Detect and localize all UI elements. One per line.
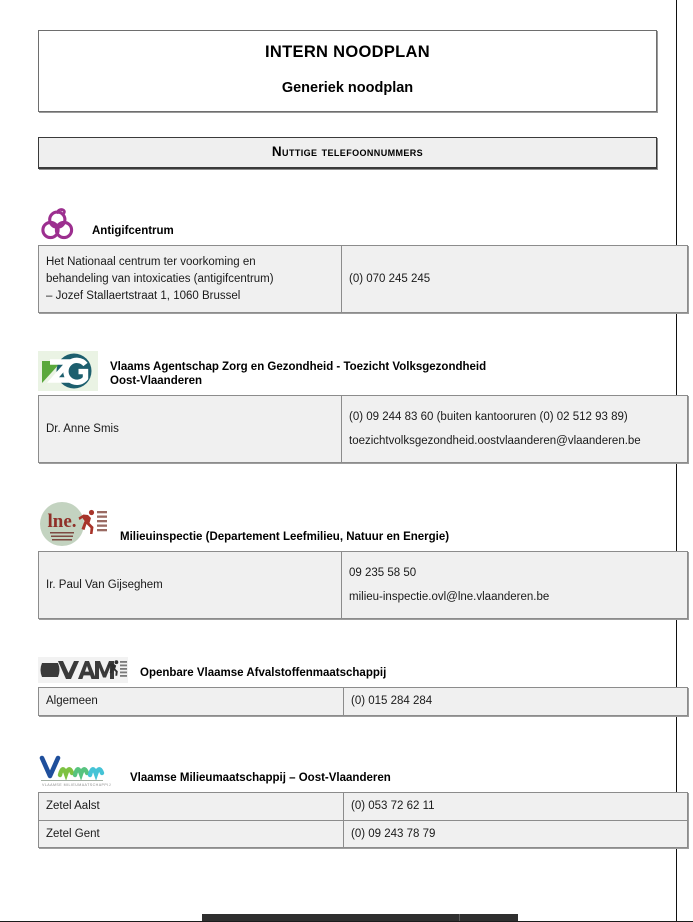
contact-value-cell <box>342 396 688 463</box>
contact-table-antigifcentrum <box>38 245 688 313</box>
document-title-box <box>38 30 657 112</box>
table-row <box>39 246 688 313</box>
table-row <box>39 396 688 463</box>
contact-block-header <box>38 657 658 683</box>
document-title-main: INTERN NOODPLAN <box>265 43 430 61</box>
svg-text:lne.: lne. <box>47 511 77 533</box>
contact-label: Zetel Aalst <box>46 799 100 812</box>
contact-label-line: – Jozef Stallaertstraat 1, 1060 Brussel <box>46 289 241 302</box>
table-row <box>39 688 688 716</box>
organisation-name-line: Oost-Vlaanderen <box>110 375 203 388</box>
contact-block-milieuinspectie <box>38 501 658 619</box>
contact-block-antigifcentrum <box>38 207 658 313</box>
contact-block-header <box>38 754 658 788</box>
contact-label: Algemeen <box>46 695 98 708</box>
zg-logo <box>38 351 98 391</box>
contact-phone-number: (0) 015 284 284 <box>351 695 433 708</box>
contact-value-cell <box>344 688 688 716</box>
contact-label-cell <box>39 792 344 820</box>
contact-block-header <box>38 207 658 241</box>
contact-block-header <box>38 351 658 391</box>
organisation-name <box>110 360 486 391</box>
section-banner <box>38 137 657 169</box>
contact-phone-number: (0) 09 243 78 79 <box>351 827 436 840</box>
contact-value-cell <box>342 246 688 313</box>
contact-table-vmm <box>38 792 688 848</box>
organisation-name: Antigifcentrum <box>92 225 174 238</box>
contact-block-header <box>38 501 658 547</box>
contact-value-cell <box>344 792 688 820</box>
contact-table-ovam <box>38 687 688 716</box>
lne-logo <box>38 501 110 547</box>
contact-phone-number: 09 235 58 50 <box>349 567 417 580</box>
table-row <box>39 820 688 848</box>
document-title-sub: Generiek noodplan <box>281 79 414 96</box>
contact-label: Zetel Gent <box>46 827 100 840</box>
contact-label-cell <box>39 820 344 848</box>
contact-value-cell <box>342 552 688 619</box>
contact-label-line: Het Nationaal centrum ter voorkoming en <box>46 256 256 269</box>
organisation-name-line: Vlaams Agentschap Zorg en Gezondheid - Toezicht Volksgezondheid <box>110 360 487 373</box>
organisation-name: Milieuinspectie (Departement Leefmilieu, Natuur en Energie) <box>120 531 450 544</box>
contact-table-milieuinspectie <box>38 551 688 619</box>
vmm-logo <box>38 754 120 788</box>
section-banner-label: Nuttige telefoonnummers <box>271 144 424 160</box>
contact-label-cell <box>39 246 342 313</box>
contact-table-zorg-en-gezondheid <box>38 395 688 463</box>
contact-phone-number: (0) 070 245 245 <box>349 272 431 285</box>
contact-label-cell <box>39 552 342 619</box>
contact-label-cell <box>39 688 344 716</box>
page-content <box>38 0 658 848</box>
ovam-logo <box>38 657 128 683</box>
contact-block-ovam <box>38 657 658 716</box>
table-row <box>39 792 688 820</box>
antigifcentrum-logo <box>38 207 78 241</box>
contact-block-zorg-en-gezondheid <box>38 351 658 463</box>
contact-label-line: behandeling van intoxicaties (antigifcentrum) <box>46 272 274 285</box>
contact-value-cell <box>344 820 688 848</box>
contact-label-cell <box>39 396 342 463</box>
contact-phone-number: (0) 09 244 83 60 (buiten kantooruren (0) 02 512 93 89) <box>349 411 628 424</box>
contact-block-vmm <box>38 754 658 848</box>
contact-email-address: milieu-inspectie.ovl@lne.vlaanderen.be <box>349 590 550 603</box>
contact-person-name: Dr. Anne Smis <box>46 422 119 435</box>
contact-phone-number: (0) 053 72 62 11 <box>351 799 435 812</box>
contact-email-address: toezichtvolksgezondheid.oostvlaanderen@vlaanderen.be <box>349 434 641 447</box>
organisation-name: Vlaamse Milieumaatschappij – Oost-Vlaanderen <box>130 772 391 785</box>
organisation-name: Openbare Vlaamse Afvalstoffenmaatschappij <box>140 667 387 680</box>
table-row <box>39 552 688 619</box>
contact-person-name: Ir. Paul Van Gijseghem <box>46 578 163 591</box>
vmm-logo-caption: VLAAMSE MILIEUMAATSCHAPPIJ <box>42 782 111 787</box>
